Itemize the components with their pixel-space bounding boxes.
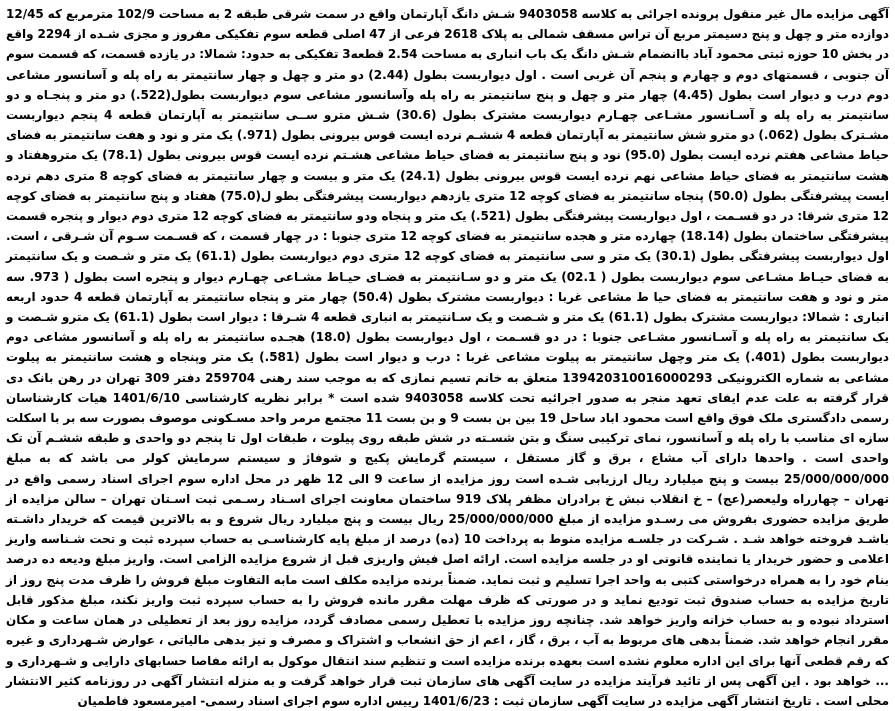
auction-notice-text: آگهی مزایده مال غیر منقول پرونده اجرائی به کلاسه 9403058 شـش دانگ آپارتمان واقع در سمت شرقی طبقه 2 به مساحت 102/9 مترمربع که 12/45 دوازده متر و چهل و پنج دسیمتر مربع آن تراس مسقف شمالی به پلاک 2618 فرعی از 47 اصلی قطعه سوم تفکیکی مفروز و مجزی شـده از 2294 واقع در بخش 10 حوزه ثبتی محمود آباد باانضمام شـش دانگ یک باب انباری به مساحت 2.54 قطعه3 تفکیکی به حدود: شمالا: در یازده قسمت، که قسمت سوم آن جنوبی ، قسمتهای دوم و چهارم و پنجم آن غربی است . اول دیواربست بطول (2.44) دو متر و چهل و چهار سانتیمتر به راه پله و آسانسور مشاعی دوم درب و دیوار است بطول (4.45) چهار متر و چهل و پنج سانتیمتر به راه پله وآسانسور مشاعی سوم دیواربست بطول(522.) دو متر و پنجـاه و دو سانتیمتر به راه پله و آسـانسور مشـاعی چهـارم دیواربست مشترک بطول (30.6) شـش مترو ســی سانتیمتر به آپارتمان قطعه 4 پنجم دیواربست مشـترک بطول (062.) دو مترو شش سانتیمتر به آپارتمان قطعه 4 ششـم نرده ایست قوس بیرونی بطول (971.) یک متر و نود و هفت سانتیمتر به فضای حیاط مشاعی هفتم نرده ایست بطول (95.0) نود و پنج سانتیمتر به فضای حیاط مشاعی هشـتم نرده ایست قوس بیرونی بطول (78.1) یک متروهفتاد و هشت سانتیمتر به فضای حیاط مشاعی نهم نرده ایست قوس بیرونی بطول (24.1) یک متر و بیست و چهار سانتیمتر به فضای کوچه 8 متری دهم نرده ایست پیشرفتگی بطول (50.0) پنجاه سانتیمتر به فضای کوچه 12 متری یازدهم دیواربست پیشرفتگی بطو ل(75.0) هفتاد و پنج سانتیمتر به فضای کوچه 12 متری شرقا: در دو قسـمت ، اول دیواربست پیشرفتگی بطول (521.) یک متر و پنجاه ودو سانتیمتر به فضای کوچه 12 متری دوم دیوار و پنجره قسمت پیشرفتگی ساختمان بطول (18.14) چهارده متر و هجده سانتیمتر به فضای کوچه 12 متری جنوبا : در چهار قسمت ، که قسـمت سـوم آن شـرقی ، است. اول دیواربست پیشرفتگی بطول (30.1) یک متر و سی سانتیمتر به فضای کوچه 12 متری دوم دیواربست بطول (61.1) یک متر و شـصت و یک سانتیمتر به فضای حیـاط مشـاعی سوم دیواربست بطول ( 02.1) یک متر و دو سـانتیمتر به فضـای حیـاط مشـاعی چهـارم دیوار و پنجره است بطول ( 973. سه متر و نود و هفت سانتیمتر به فضای حیا ط مشاعی غربا : دیواربست مشترک بطول (50.4) چهار متر و پنجاه سانتیمتر به آپارتمان قطعه 4 حدود اربعه انباری : شمالا: دیواربست مشترک بطول (61.1) یک متر و شـصت و یک سـانتیمتر به انباری قطعه 4 شـرقا : دیوار است بطول (61.1) یک مترو شـصت و یک سانتیمتر به راه پله و آسـانسور مشـاعی جنوبا : در دو قسـمت ، اول دیواربست بطول (18.0) هجـده سانتیمتر به راه پله و آسانسور مشاعی دوم دیواربست بطول (401.) یک متر وچهل سانتیمتر به پیلوت مشاعی غربا : درب و دیوار است بطول (581.) یک متر وپنجاه و هشت سانتیمتر به پیلوت مشاعی به شماره الکترونیکی 139420310016000293 متعلق به خانم تسیم نمازی که به موجب سند رهنی 259704 دفتر 309 تهران در رهن بانک دی قرار گرفته به علت عدم ایفای تعهد منجر به صدور اجرائیه تحت کلاسه 9403058 شده است * برابر نظریه کارشناسی 1401/6/10 هیات کارشناسان رسمی دادگستری ملک فوق واقع است محمود اباد ساحل 19 بین بن بست 9 و بن بست 11 مجتمع مرمر واحد مسـکونی موصوف بصورت سه بر با اسکلت سازه ای مناسب با راه پله و آسانسور، نمای ترکیبی سنگ و بتن شسـته در شش طبقه روی پیلوت ، طبقات اول تا پنجم دو واحدی و طبقه ششـم آن تک واحدی است . واحدها دارای آب مشاع ، برق و گاز مستقل ، سیستم گرمایش پکیج و شوفاژ و سیستم سرمایش کولر می باشد که به مبلغ 25/000/000/000 بیست و پنج میلیارد ریال ارزیابی شـده است روز مزایده از ساعت 9 الی 12 ظهر در محل اداره سوم اجرای اسناد رسمی واقع در تهران – چهارراه ولیعصر(عج) – خ انقلاب نبش خ برادران مظفر پلاک 919 ساختمان معاونت اجرای اسـناد رسـمی ثبت اسـتان تهران – سالن مزایده از طریق مزایده حضوری بفروش می رسـدو مزایده از مبلغ 25/000/000/000 ریال بیست و پنج میلیارد ریال شروع و به بالاترین قیمت که خریدار داشـته باشـد فروخته خواهد شـد . شـرکت در جلسـه مزایده منوط به پرداخت 10 (ده) درصد از مبلغ پایه کارشناسـی به حساب سپرده ثبت و تحت شـناسه واریز اعلامی و حضور خریدار یا نماینده قانونی او در جلسه مزایده است. ارائه اصل فیش واریزی قبل از شروع مزایده الزامی است. واریز مبلغ ودیعه ده درصد بنام خود را به همراه درخواستی کتبی به واحد اجرا تسلیم و ثبت نماید. ضمناً برنده مزایده مکلف است مابه التفاوت مبلغ فروش را ظرف مدت پنج روز از تاریخ مزایده به حساب صندوق ثبت تودیع نماید و در صورتی که ظرف مهلت مقرر مانده فروش را به حساب سپرده ثبت واریز نکند، مبلغ مذکور قابل استرداد نبوده و به حساب خزانه واریز خواهد شد. چنانچه روز مزایده با تعطیل رسمی مصادف گردد، مزایده روز بعد از تعطیلی در همان ساعت و مکان مقرر انجام خواهد شد. ضمناً بدهی های مربوط به آب ، برق ، گاز ، اعم از حق انشعاب و اشتراک و مصرف و نیز بدهی مالیاتی ، عوارض شـهرداری و غیره که رقم قطعی آنها برای این اداره معلوم نشده است بعهده برنده مزایده است و تنظیم سند انتقال موکول به ارائه مفاصا حسابهای دارایی و شـهرداری و ... خواهد بود . این آگهی پس از تائید فرآیند مزایده در سایت آگهی های سازمان ثبت قرار خواهد گرفت و به منزله انتشار آگهی در روزنامه کثیر الانتشار محلی است . تاریخ انتشار آگهی مزایده در سایت آگهی سازمان ثبت : 1401/6/23 رییس اداره سوم اجرای اسناد رسمی- امیرمسعود فاطمیان	[6, 7, 890, 708]
